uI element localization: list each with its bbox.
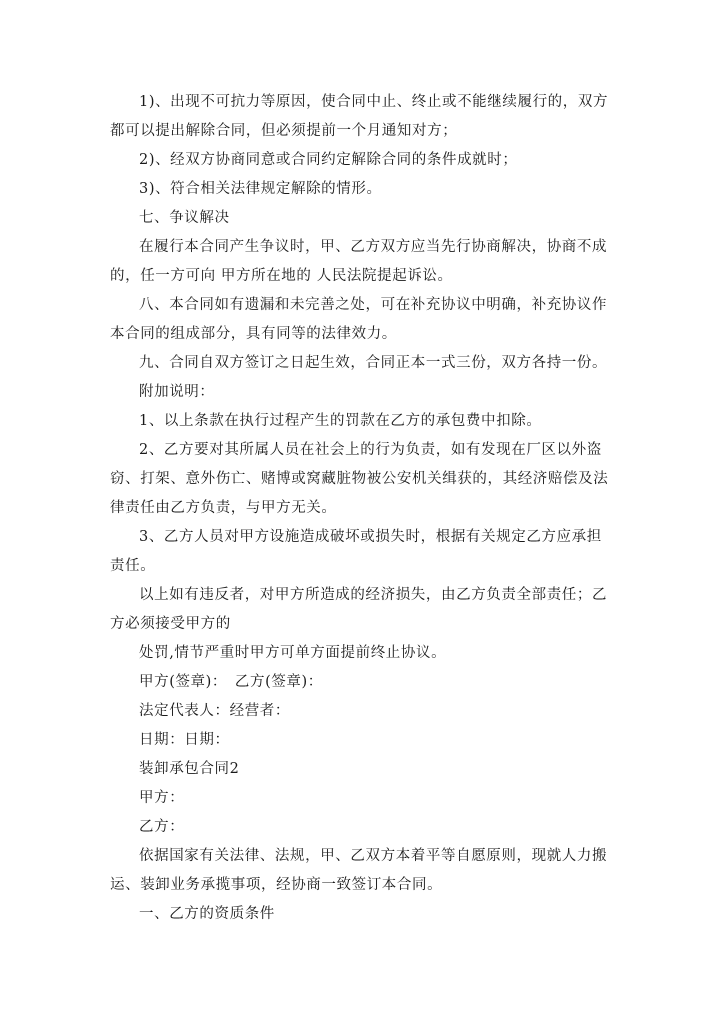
heading-additional-notes: 附加说明：	[139, 384, 215, 400]
date-line: 日期：日期：	[139, 732, 230, 748]
note-item-1: 1、以上条款在执行过程产生的罚款在乙方的承包费中扣除。	[139, 413, 542, 429]
paragraph-violation: 以上如有违反者，对甲方所造成的经济损失，由乙方负责全部责任；乙方必须接受甲方的	[110, 587, 608, 632]
paragraph-termination-force-majeure: 1)、出现不可抗力等原因，使合同中止、终止或不能继续履行的，双方都可以提出解除合同，但必须提前一个月通知对方；	[110, 94, 609, 139]
paragraph-effective: 九、合同自双方签订之日起生效，合同正本一式三份，双方各持一份。	[139, 355, 608, 371]
party-a-line: 甲方：	[139, 790, 185, 806]
document-body	[110, 88, 610, 929]
party-b-line: 乙方：	[139, 819, 185, 835]
section-heading-dispute: 七、争议解决	[139, 210, 230, 226]
note-item-2: 2、乙方要对其所属人员在社会上的行为负责，如有发现在厂区以外盗窃、打架、意外伤亡、赌博或窝藏脏物被公安机关缉获的，其经济赔偿及法律责任由乙方负责，与甲方无关。	[110, 442, 609, 516]
signature-line: 甲方(签章)： 乙方(签章)：	[139, 674, 323, 690]
paragraph-termination-legal: 3)、符合相关法律规定解除的情形。	[139, 181, 382, 197]
paragraph-termination-agreement: 2)、经双方协商同意或合同约定解除合同的条件成就时；	[139, 152, 518, 168]
representative-line: 法定代表人：经营者：	[139, 703, 290, 719]
note-item-3: 3、乙方人员对甲方设施造成破坏或损失时，根据有关规定乙方应承担责任。	[110, 529, 602, 574]
section-heading-qualifications: 一、乙方的资质条件	[139, 906, 275, 922]
contract-title-2: 装卸承包合同2	[139, 761, 240, 777]
paragraph-supplement: 八、本合同如有遗漏和未完善之处，可在补充协议中明确，补充协议作本合同的组成部分，具有同等的法律效力。	[110, 297, 608, 342]
paragraph-penalty: 处罚,情节严重时甲方可单方面提前终止协议。	[139, 645, 447, 661]
paragraph-preamble: 依据国家有关法律、法规，甲、乙双方本着平等自愿原则，现就人力搬运、装卸业务承揽事项，经协商一致签订本合同。	[110, 848, 608, 893]
paragraph-dispute-resolution: 在履行本合同产生争议时，甲、乙方双方应当先行协商解决，协商不成的，任一方可向 甲方所在地的 人民法院提起诉讼。	[110, 239, 608, 284]
